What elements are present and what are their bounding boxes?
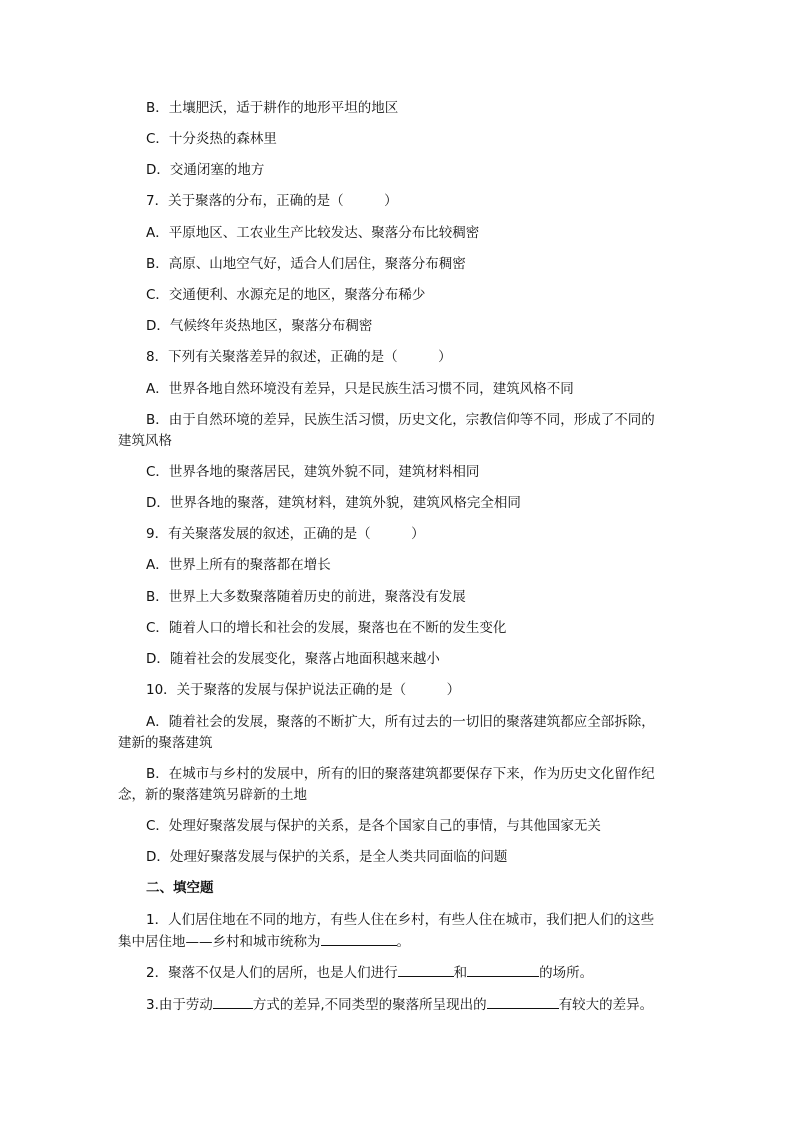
option-b-q10: B．在城市与乡村的发展中，所有的旧的聚落建筑都要保存下来，作为历史文化留作纪: [146, 766, 655, 782]
fill-q1-text: 集中居住地——乡村和城市统称为: [118, 934, 321, 950]
answer-blank[interactable]: [487, 994, 559, 1009]
option-c-q7: C．交通便利、水源充足的地区，聚落分布稀少: [146, 287, 426, 303]
option-b-q9: B．世界上大多数聚落随着历史的前进，聚落没有发展: [146, 589, 466, 605]
option-c-q8: C．世界各地的聚落居民，建筑外貌不同，建筑材料相同: [146, 464, 480, 480]
option-a-q10-cont: 建新的聚落建筑: [118, 735, 213, 751]
option-b-q10-cont: 念，新的聚落建筑另辟新的土地: [118, 787, 307, 803]
option-a-q8: A．世界各地自然环境没有差异，只是民族生活习惯不同，建筑风格不同: [146, 381, 574, 397]
option-c-q9: C．随着人口的增长和社会的发展，聚落也在不断的发生变化: [146, 620, 507, 636]
option-a-q7: A．平原地区、工农业生产比较发达、聚落分布比较稠密: [146, 225, 480, 241]
option-a-q9: A．世界上所有的聚落都在增长: [146, 557, 331, 573]
fill-q3: [146, 994, 653, 1015]
option-d-q8: D．世界各地的聚落，建筑材料，建筑外貌，建筑风格完全相同: [146, 495, 521, 511]
option-d-q10: D．处理好聚落发展与保护的关系，是全人类共同面临的问题: [146, 849, 508, 865]
option-d-q9: D．随着社会的发展变化，聚落占地面积越来越小: [146, 651, 440, 667]
fill-q1-line1: 1．人们居住地在不同的地方，有些人住在乡村，有些人住在城市，我们把人们的这些: [146, 912, 655, 928]
question-8: 8．下列有关聚落差异的叙述，正确的是（ ）: [146, 349, 452, 365]
option-a-q10: A．随着社会的发展，聚落的不断扩大，所有过去的一切旧的聚落建筑都应全部拆除，: [146, 714, 655, 730]
option-c-q10: C．处理好聚落发展与保护的关系，是各个国家自己的事情，与其他国家无关: [146, 818, 601, 834]
fill-q3-text-c: 有较大的差异。: [558, 997, 654, 1013]
question-9: 9．有关聚落发展的叙述，正确的是（ ）: [146, 526, 425, 542]
fill-q1-line2: [118, 931, 410, 952]
fill-q1-end: 。: [396, 934, 410, 950]
question-7: 7．关于聚落的分布，正确的是（ ）: [146, 193, 398, 209]
fill-q2: [146, 962, 593, 983]
question-10: 10．关于聚落的发展与保护说法正确的是（ ）: [146, 682, 461, 698]
option-b-q8: B．由于自然环境的差异，民族生活习惯，历史文化，宗教信仰等不同，形成了不同的: [146, 412, 655, 428]
option-b-q6: B．土壤肥沃，适于耕作的地形平坦的地区: [146, 100, 399, 116]
fill-q2-text-b: 和: [453, 965, 468, 981]
answer-blank[interactable]: [398, 962, 454, 977]
option-d-q7: D．气候终年炎热地区，聚落分布稠密: [146, 318, 373, 334]
fill-q3-text-b: 方式的差异,不同类型的聚落所呈现出的: [252, 997, 487, 1013]
answer-blank[interactable]: [213, 994, 253, 1009]
option-d-q6: D．交通闭塞的地方: [146, 162, 265, 178]
fill-q2-text-c: 的场所。: [539, 965, 594, 981]
fill-q3-text-a: 3.由于劳动: [146, 997, 213, 1013]
answer-blank[interactable]: [467, 962, 539, 977]
option-b-q8-cont: 建筑风格: [118, 433, 172, 449]
answer-blank[interactable]: [321, 931, 397, 946]
option-c-q6: C．十分炎热的森林里: [146, 131, 277, 147]
section-title: 二、填空题: [146, 880, 214, 896]
option-b-q7: B．高原、山地空气好，适合人们居住，聚落分布稠密: [146, 256, 466, 272]
fill-q2-text-a: 2．聚落不仅是人们的居所，也是人们进行: [146, 965, 398, 981]
